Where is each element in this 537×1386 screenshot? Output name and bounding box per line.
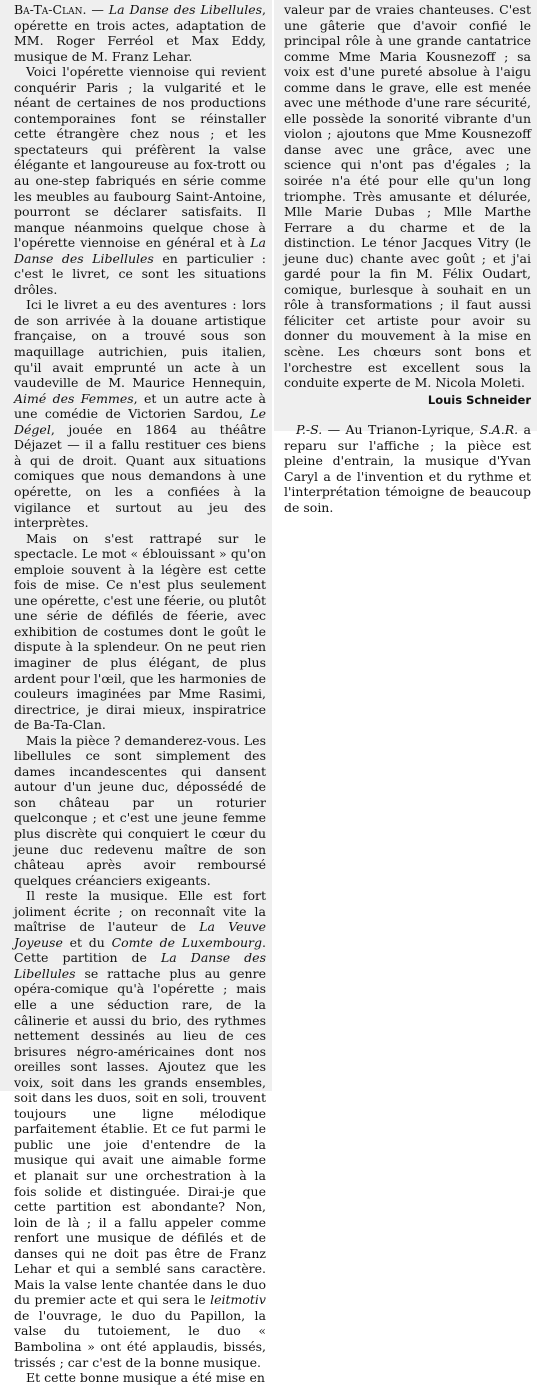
headline: Ba-Ta-Clan. — La Danse des Libellules, opérette en trois actes, adaptation de MM. Roger Ferréol et Max Eddy, musique de M. Franz Lehar. [14, 2, 266, 64]
ps-label: P.-S. [296, 422, 323, 438]
postscript: P.-S. — Au Trianon-Lyrique, S.A.R. a reparu sur l'affiche ; la pièce est pleine d'entrain, la musique d'Yvan Caryl a de l'invention et du rythme et l'interprétation témoigne de beaucoup de soin. [284, 422, 531, 515]
paragraph: Et cette bonne musique a été mise en [26, 1370, 265, 1386]
right-column [274, 0, 537, 515]
paragraph: valeur par de vraies chanteuses. C'est une gâterie que d'avoir confié le principal rôle à une grande cantatrice comme Mme Maria Kousnezoff ; sa voix est d'une pureté absolue à l'aigu comme dans le grave, elle est menée avec une méthode d'une rare sécurité, elle possède la sonorité vibrante d'un violon ; ajoutons que Mme Kousnezoff danse avec une grâce, avec une science qui n'ont pas d'égales ; la soirée n'a été pour elle qu'un long triomphe. Très amusante et délurée, Mlle Marie Dubas ; Mlle Marthe Ferrare a du charme et de la distinction. Le ténor Jacques Vitry (le jeune duc) chante avec goût ; et j'ai gardé pour la fin M. Félix Oudart, comique, burlesque à souhait en un rôle à transformations ; il faut aussi féliciter cet artiste pour avoir su donner du mouvement à la mise en scène. Les chœurs sont bons et l'orchestre est excellent sous la conduite experte de M. Nicola Moleti. [284, 2, 531, 391]
paragraph: Ici le livret a eu des aventures : lors de son arrivée à la douane artistique française, on a trouvé sous son maquillage autrichien, puis italien, qu'il avait emprunté un acte à un vaudeville de M. Maurice Hennequin, Aimé des Femmes, et un autre acte à une comédie de Victorien Sardou, Le Dégel, jouée en 1864 au théâtre Déjazet — il a fallu restituer ces biens à qui de droit. Quant aux situations comiques que nous demandons à une opérette, on les a confiées à la vigilance et surtout au jeu des interprètes. [14, 297, 266, 531]
paragraph: Il reste la musique. Elle est fort joliment écrite ; on reconnaît vite la maîtrise de l'auteur de La Veuve Joyeuse et du Comte de Luxembourg. Cette partition de La Danse des Libellules se rattache plus au genre opéra-comique qu'à l'opérette ; mais elle a une séduction rare, de la câlinerie et aussi du brio, des rythmes nettement dessinés au lieu de ces brisures négro-américaines dont nos oreilles sont lasses. Ajoutez que les voix, soit dans les grands ensembles, soit dans les duos, soit en soli, trouvent toujours une ligne mélodique parfaitement établie. Et ce fut parmi le public une joie d'entendre de la musique qui avait une aimable forme et planait sur une orchestration à la fois solide et distinguée. Dirai-je que cette partition est abondante? Non, loin de là ; il a fallu appeler comme renfort une musique de défilés et de danses qui ne doit pas être de Franz Lehar et qui a semblé sans caractère. Mais la valse lente chantée dans le duo du premier acte et qui sera le leitmotiv de l'ouvrage, le duo du Papillon, la valse du tutoiement, le duo « Bambolina » ont été applaudis, bissés, trissés ; car c'est de la bonne musique. [14, 888, 267, 1370]
paragraph: Mais la pièce ? demanderez-vous. Les libellules ce sont simplement des dames incandescentes qui dansent autour d'un jeune duc, dépossédé de son château par un roturier quelconque ; et c'est une jeune femme plus discrète qui conquiert le cœur du jeune duc redevenu maître de son château après avoir remboursé quelques créanciers exigeants. [14, 732, 266, 888]
signature: Louis Schneider [427, 392, 531, 407]
paragraph: Mais on s'est rattrapé sur le spectacle. Le mot « éblouissant » qu'on emploie souvent à la légère est cette fois de mise. Ce n'est plus seulement une opérette, c'est une féerie, ou plutôt une série de défilés de féerie, avec exhibition de costumes dont le goût le dispute à la splendeur. On ne peut rien imaginer de plus élégant, de plus ardent pour l'œil, que les harmonies de couleurs imaginées par Mme Rasimi, directrice, je dirai mieux, inspiratrice de Ba-Ta-Clan. [14, 530, 266, 733]
paragraph: Voici l'opérette viennoise qui revient conquérir Paris ; la vulgarité et le néant de certaines de nos productions contemporaines font se réinstaller cette étrangère chez nous ; et les spectateurs qui préfèrent la valse élégante et langoureuse au fox-trott ou au one-step fabriqués en série comme les meubles au faubourg Saint-Antoine, pourront se déclarer satisfaits. Il manque néanmoins quelque chose à l'opérette viennoise en général et à La Danse des Libellules en particulier : c'est le livret, ce sont les situations drôles. [14, 64, 266, 297]
show-title: La Danse des Libellules [108, 2, 263, 17]
venue-name: Ba-Ta-Clan. [14, 2, 87, 17]
